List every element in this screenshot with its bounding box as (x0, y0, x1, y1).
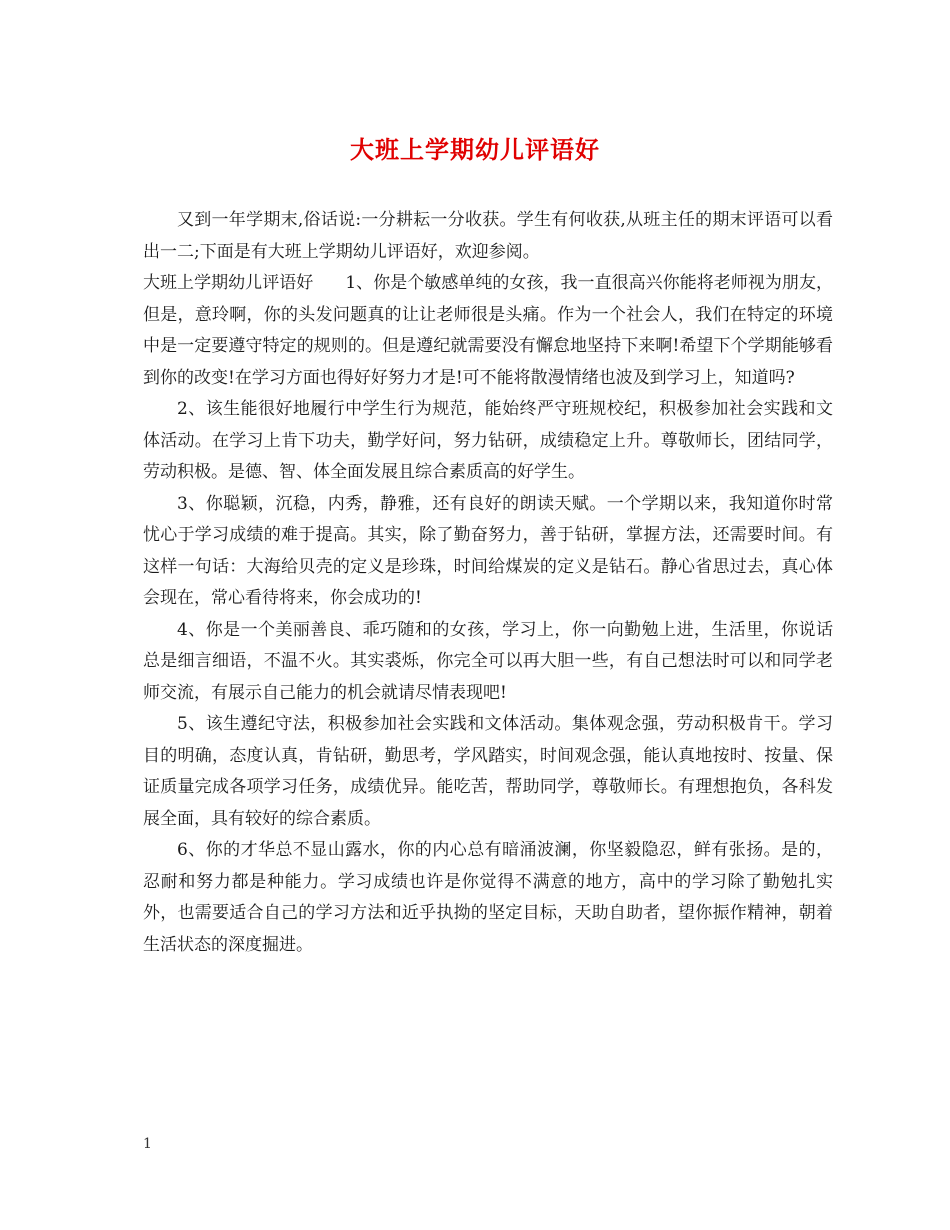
comment-3: 3、你聪颖，沉稳，内秀，静雅，还有良好的朗读天赋。一个学期以来，我知道你时常忧心于学习成绩的难于提高。其实，除了勤奋努力，善于钻研，掌握方法，还需要时间。有这样一句话：大海给贝壳的定义是珍珠，时间给煤炭的定义是钻石。静心省思过去，真心体会现在，常心看待将来，你会成功的! (143, 493, 833, 608)
comment-1: 1、你是个敏感单纯的女孩，我一直很高兴你能将老师视为朋友，但是，意玲啊，你的头发问题真的让让老师很是头痛。作为一个社会人，我们在特定的环境中是一定要遵守特定的规则的。但是遵纪就需要没有懈怠地坚持下来啊!希望下个学期能够看到你的改变!在学习方面也得好好努力才是!可不能将散漫情绪也波及到学习上，知道吗? (143, 273, 833, 388)
section-heading: 大班上学期幼儿评语好 (143, 273, 314, 293)
first-entry-paragraph (143, 268, 833, 394)
comment-6: 6、你的才华总不显山露水，你的内心总有暗涌波澜，你坚毅隐忍，鲜有张扬。是的，忍耐和努力都是种能力。学习成绩也许是你觉得不满意的地方，高中的学习除了勤勉扎实外，也需要适合自己的学习方法和近乎执拗的坚定目标，天助自助者，望你振作精神，朝着生活状态的深度掘进。 (143, 840, 833, 955)
comment-4: 4、你是一个美丽善良、乖巧随和的女孩，学习上，你一向勤勉上进，生活里，你说话总是细言细语，不温不火。其实裘烁，你完全可以再大胆一些，有自己想法时可以和同学老师交流，有展示自己能力的机会就请尽情表现吧! (143, 619, 833, 703)
comment-5: 5、该生遵纪守法，积极参加社会实践和文体活动。集体观念强，劳动积极肯干。学习目的明确，态度认真，肯钻研，勤思考，学风踏实，时间观念强，能认真地按时、按量、保证质量完成各项学习任务，成绩优异。能吃苦，帮助同学，尊敬师长。有理想抱负，各科发展全面，具有较好的综合素质。 (143, 714, 833, 829)
comment-2: 2、该生能很好地履行中学生行为规范，能始终严守班规校纪，积极参加社会实践和文体活动。在学习上肯下功夫，勤学好问，努力钻研，成绩稳定上升。尊敬师长，团结同学，劳动积极。是德、智、体全面发展且综合素质高的好学生。 (143, 399, 833, 482)
document-body (143, 205, 833, 961)
intro-paragraph: 又到一年学期末,俗话说:一分耕耘一分收获。学生有何收获,从班主任的期末评语可以看出一二;下面是有大班上学期幼儿评语好，欢迎参阅。 (143, 210, 833, 262)
document-title: 大班上学期幼儿评语好 (350, 135, 600, 164)
page-number: 1 (143, 1136, 152, 1152)
